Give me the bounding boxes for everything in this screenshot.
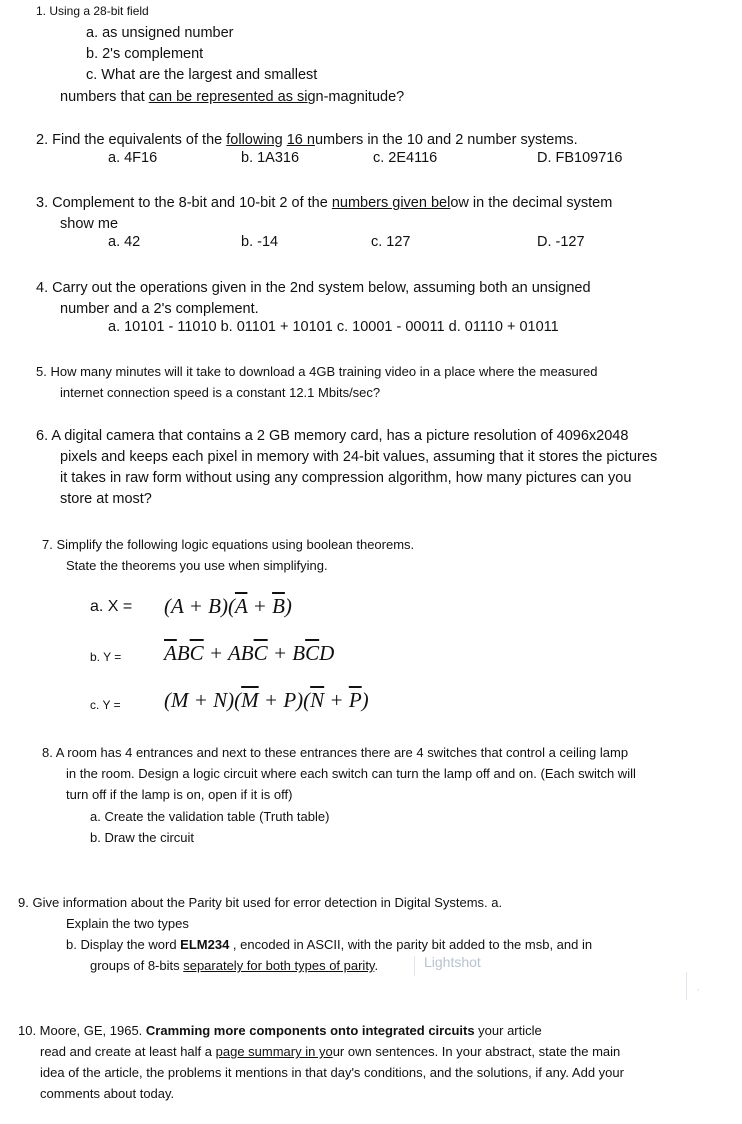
q10-line4: comments about today.: [40, 1086, 175, 1101]
q7-equation-b: $\overline{A}B\overline{C} + AB\overline{C} + B\overline{C}D$: [164, 641, 335, 665]
q8-a: a. Create the validation table (Truth table): [90, 809, 330, 824]
q3-item-c: c. 127: [371, 234, 411, 250]
q8-b: b. Draw the circuit: [90, 830, 195, 845]
q2-item-b: b. 1A316: [241, 150, 300, 166]
q5-line1: 5. How many minutes will it take to download a 4GB training video in a place where the measured: [36, 364, 598, 379]
q2-title: 2. Find the equivalents of the following 16 numbers in the 10 and 2 number systems.: [36, 132, 578, 148]
q1-a: a. as unsigned number: [86, 25, 234, 41]
q10-line1: 10. Moore, GE, 1965. Cramming more components onto integrated circuits your article: [18, 1023, 542, 1038]
q1-c: c. What are the largest and smallest: [86, 67, 318, 83]
q2-item-c: c. 2E4116: [373, 150, 438, 166]
q10-line2: read and create at least half a page summary in your own sentences. In your abstract, state the main: [40, 1044, 621, 1059]
q7-b-label: b. Y =: [90, 650, 122, 664]
q2-item-d: D. FB109716: [537, 150, 623, 166]
q9-line4: groups of 8-bits separately for both types of parity.: [90, 958, 379, 973]
q4-continuation: number and a 2's complement.: [60, 301, 259, 317]
q8-line1: 8. A room has 4 entrances and next to these entrances there are 4 switches that control a ceiling lamp: [42, 745, 629, 760]
overlay-tiny-icon: ◦: [697, 987, 700, 994]
q6-line3: it takes in raw form without using any compression algorithm, how many pictures can you: [60, 470, 632, 486]
q6-line2: pixels and keeps each pixel in memory with 24-bit values, assuming that it stores the pictures: [60, 449, 658, 465]
q7-equation-c: $(M + N)(\overline{M} + P)(\overline{N} + \overline{P})$: [164, 688, 369, 712]
q7-c-label: c. Y =: [90, 698, 121, 712]
q4-title: 4. Carry out the operations given in the 2nd system below, assuming both an unsigned: [36, 280, 591, 296]
q7-equation-a: $(A + B)(\overline{A} + \overline{B})$: [164, 594, 292, 618]
q8-line3: turn off if the lamp is on, open if it is off): [66, 787, 293, 802]
q10-line3: idea of the article, the problems it mentions in that day's conditions, and the solutions, if any. Add your: [40, 1065, 624, 1080]
q8-line2: in the room. Design a logic circuit where each switch can turn the lamp off and on. (Each switch will: [66, 766, 636, 781]
q2-item-a: a. 4F16: [108, 150, 158, 166]
q7-a-label: a. X =: [90, 598, 133, 615]
q4-operations: a. 10101 - 11010 b. 01101 + 10101 c. 10001 - 00011 d. 01110 + 01011: [108, 319, 559, 335]
q5-line2: internet connection speed is a constant 12.1 Mbits/sec?: [60, 385, 381, 400]
overlay-divider: [686, 972, 687, 1000]
q9-b: b. Display the word ELM234 , encoded in ASCII, with the parity bit added to the msb, and in: [66, 937, 593, 952]
q1-b: b. 2's complement: [86, 46, 204, 62]
q1-title: 1. Using a 28-bit field: [36, 4, 149, 18]
q7-line2: State the theorems you use when simplifying.: [66, 558, 328, 573]
q6-line1: 6. A digital camera that contains a 2 GB memory card, has a picture resolution of 4096x2048: [36, 428, 629, 444]
lightshot-watermark: Lightshot: [424, 954, 481, 970]
q6-line4: store at most?: [60, 491, 152, 507]
q3-title: 3. Complement to the 8-bit and 10-bit 2 of the numbers given below in the decimal system: [36, 195, 613, 211]
q7-line1: 7. Simplify the following logic equations using boolean theorems.: [42, 537, 415, 552]
q3-item-b: b. -14: [241, 234, 279, 250]
q1-continuation: numbers that can be represented as sign-magnitude?: [60, 89, 405, 105]
q9-line2: Explain the two types: [66, 916, 189, 931]
q3-continuation: show me: [60, 216, 119, 232]
q3-item-d: D. -127: [537, 234, 585, 250]
q9-line1: 9. Give information about the Parity bit used for error detection in Digital Systems. a.: [18, 895, 503, 910]
q3-item-a: a. 42: [108, 234, 141, 250]
